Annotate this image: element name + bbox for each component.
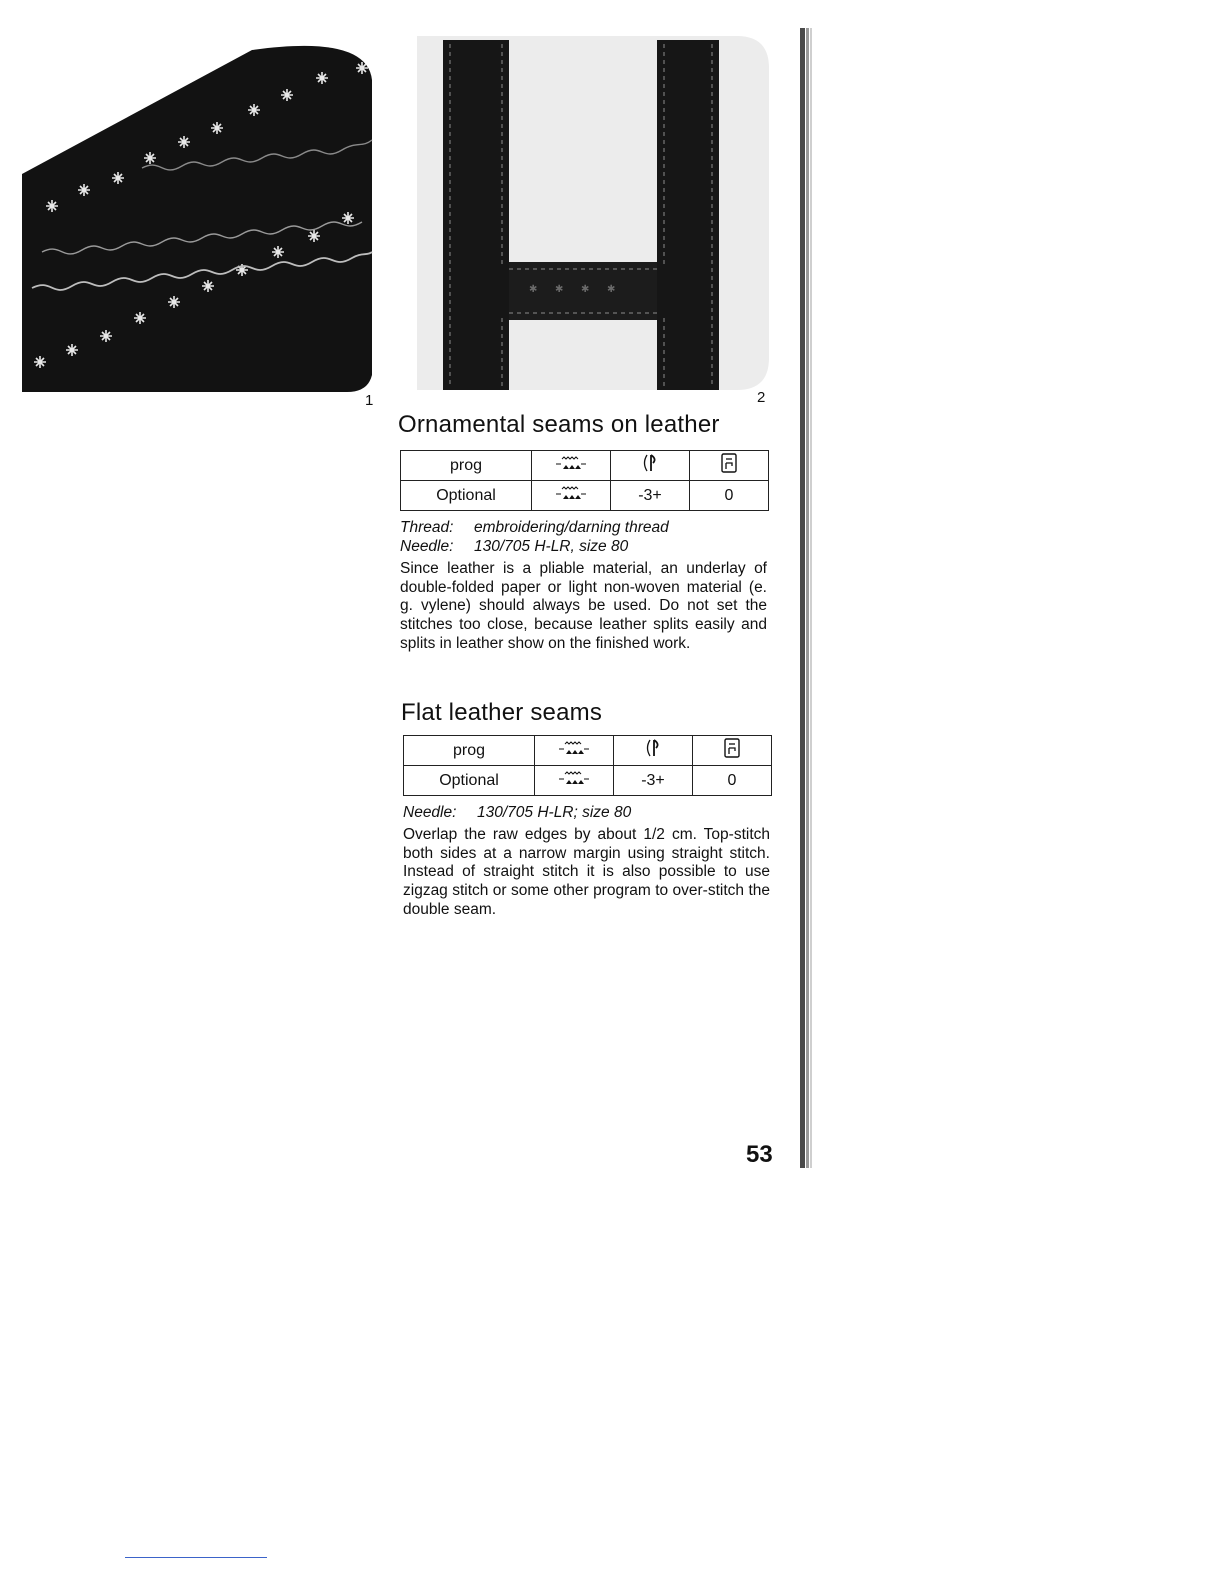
- page-number: 53: [746, 1141, 773, 1168]
- prog-label: prog: [401, 451, 532, 481]
- needle-line: [403, 804, 631, 822]
- stitch-pattern-icon: [535, 766, 614, 796]
- stitch-width-icon: [611, 451, 690, 481]
- figure-number-2: 2: [757, 389, 766, 406]
- presser-foot-icon: [690, 451, 769, 481]
- page-binding-edge: [798, 28, 820, 1168]
- body-text-flat: Overlap the raw edges by about 1/2 cm. Top-stitch both sides at a narrow margin using straight stitch. Instead of straight stitch it is also possible to use zigzag stitch or some other program to over-stitch the double seam.: [403, 826, 770, 918]
- stitch-width-icon: [614, 736, 693, 766]
- needle-label: Needle:: [403, 804, 457, 821]
- needle-value: 130/705 H-LR; size 80: [477, 804, 632, 821]
- settings-table-flat: [403, 735, 772, 796]
- figure-number-1: 1: [365, 392, 374, 409]
- thread-label: Thread:: [400, 519, 454, 536]
- stitch-width-value: -3+: [614, 766, 693, 796]
- settings-header-row: [404, 736, 772, 766]
- svg-text:✱: ✱: [607, 284, 616, 295]
- svg-text:✱: ✱: [529, 284, 538, 295]
- section-heading-ornamental: Ornamental seams on leather: [398, 411, 720, 438]
- stitch-pattern-icon: [532, 481, 611, 511]
- optional-label: Optional: [404, 766, 535, 796]
- body-text-ornamental: Since leather is a pliable material, an underlay of double-folded paper or light non-woven material (e. g. vylene) should always be used. Do not set the stitches too close, because leather splits easily and splits in leather show on the finished work.: [400, 560, 767, 652]
- presser-foot-icon: [693, 736, 772, 766]
- section-heading-flat: Flat leather seams: [401, 699, 603, 726]
- stitch-pattern-icon: [535, 736, 614, 766]
- thread-line: [400, 519, 669, 537]
- svg-text:✱: ✱: [555, 284, 564, 295]
- svg-text:✱: ✱: [581, 284, 590, 295]
- stitch-pattern-icon: [532, 451, 611, 481]
- footer-rule: [125, 1557, 267, 1558]
- optional-label: Optional: [401, 481, 532, 511]
- photo-ornamental-leather: [22, 40, 374, 392]
- prog-label: prog: [404, 736, 535, 766]
- settings-table-ornamental: [400, 450, 769, 511]
- thread-value: embroidering/darning thread: [474, 519, 669, 536]
- needle-value: 130/705 H-LR, size 80: [474, 538, 629, 555]
- settings-values-row: [404, 766, 772, 796]
- settings-header-row: [401, 451, 769, 481]
- needle-label: Needle:: [400, 538, 454, 555]
- foot-value: 0: [690, 481, 769, 511]
- photo-flat-leather-seam: [417, 36, 769, 390]
- needle-line: [400, 538, 628, 556]
- foot-value: 0: [693, 766, 772, 796]
- settings-values-row: [401, 481, 769, 511]
- stitch-width-value: -3+: [611, 481, 690, 511]
